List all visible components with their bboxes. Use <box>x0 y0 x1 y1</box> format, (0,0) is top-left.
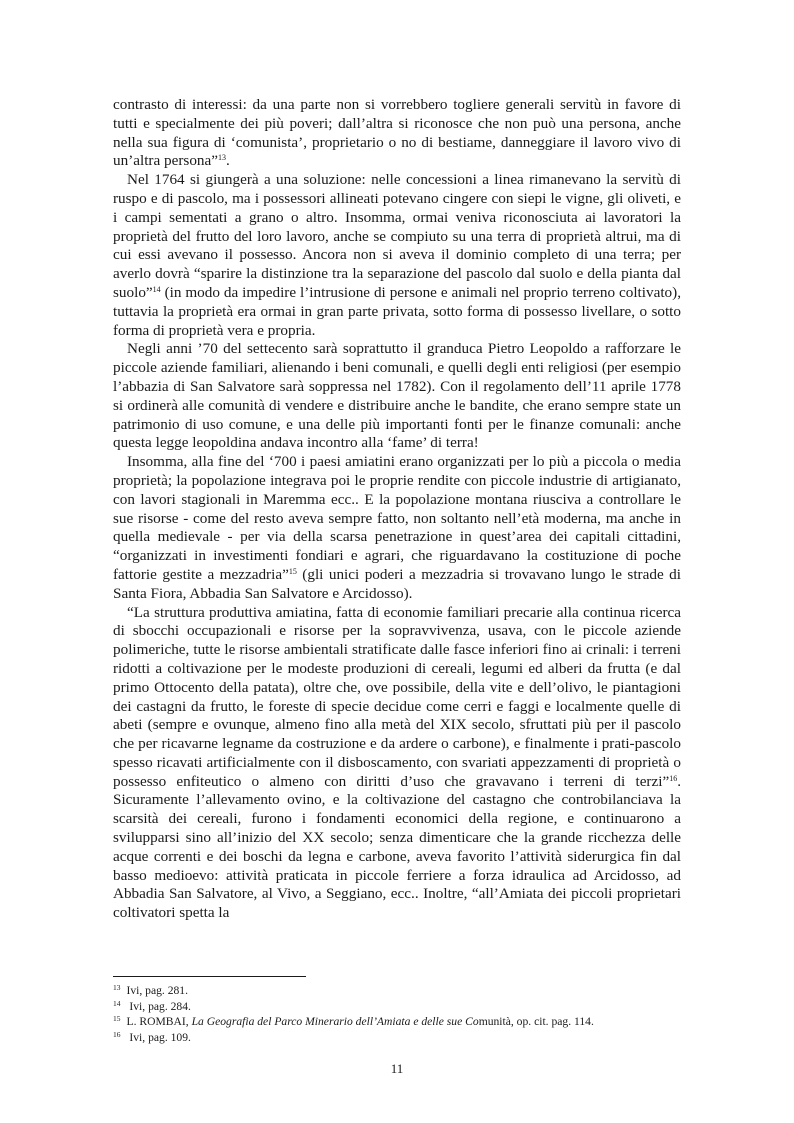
footnote-reference: 13 <box>218 153 226 163</box>
paragraph <box>113 96 681 171</box>
footnote-number: 16 <box>113 1029 121 1039</box>
footnote <box>113 1030 681 1046</box>
footnotes <box>113 983 681 1045</box>
text-run: contrasto di interessi: da una parte non si vorrebbero togliere generali servitù in favore di tutti e specialmente dei più poveri; dall’altra si riconosce che non può una persona, anche nella sua figura di ‘comunista’, proprietario o no di bestiame, danneggiare il lavoro vivo di un’altra persona” <box>113 96 681 170</box>
paragraph <box>113 453 681 603</box>
text-run: “La struttura produttiva amiatina, fatta di economie familiari precarie alla continua ricerca di sbocchi occupazionali e risorse per la sopravvivenza, usava, con le piccole aziende polimeriche, tutte le risorse ambientali stratificate dalle fasce inferiori fino ai crinali: i terreni ridotti a coltivazione per le modeste produzioni di cereali, legumi ed alberi da frutta (e dal primo Ottocento della patata), oltre che, ove possibile, della vite e dell’olivo, le piantagioni dei castagni da frutto, le foreste di specie decidue come cerri e faggi e localmente quelle di abeti (sempre e ovunque, almeno fino alla metà del XIX secolo, sfruttati più per il pascolo che per ricavarne legname da costruzione e da ardere o carbone), e finalmente i prati-pascolo spesso ricavati artificialmente con il disboscamento, con svariati appezzamenti di proprietà o possesso enfiteutico o almeno con diritti d’uso che gravavano i terreni di terzi” <box>113 603 681 790</box>
text-run: L. ROMBAI, <box>126 1015 192 1028</box>
footnote <box>113 1014 681 1030</box>
text-run: Ivi, pag. 281. <box>126 984 189 997</box>
footnote <box>113 999 681 1015</box>
footnote-number: 14 <box>113 998 121 1008</box>
text-run: munità, op. cit. pag. 114. <box>478 1015 594 1028</box>
footnote-reference: 14 <box>152 284 161 294</box>
footnote-number: 13 <box>113 983 121 992</box>
body-text <box>113 96 681 923</box>
paragraph <box>113 604 681 924</box>
paragraph <box>113 340 681 453</box>
text-run: Nel 1764 si giungerà a una soluzione: nelle concessioni a linea rimanevano la servitù di ruspo e di pascolo, ma i possessori allineati potevano cingere con siepi le vigne, gli oliveti, e i campi sementati a grano o altro. Insomma, ormai veniva riconosciuta ai lavoratori la proprietà del frutto del loro lavoro, anche se compiuto su una terra di proprietà altrui, ma di cui essi avevano il possesso. Ancora non si aveva il dominio completo di una terra; per averlo dovrà “sparire la distinzione tra la separazione del pascolo dal suolo e della pianta dal suolo” <box>113 171 681 301</box>
footnote-number: 15 <box>113 1014 121 1023</box>
text-run: (gli unici poderi a mezzadria si trovavano lungo le strade di Santa Fiora, Abbadia San Salvatore e Arcidosso). <box>113 565 681 602</box>
footnote-reference: 15 <box>288 566 297 576</box>
footnote-reference: 16 <box>669 773 678 783</box>
page-number: 11 <box>390 1061 404 1076</box>
text-run: Ivi, pag. 109. <box>126 1030 191 1044</box>
text-run: . Sicuramente l’allevamento ovino, e la coltivazione del castagno che controbilanciava la scarsità dei cereali, furono i fondamenti economici della regione, e continuarono a svilupparsi sino all’inizio del XX secolo; senza dimenticare che la grande ricchezza delle acque correnti e dei boschi da legna e carbone, aveva favorito l’attività siderurgica fin dal basso medioevo: attività praticata in piccole ferriere a forza idraulica ad Arcidosso, ad Abbadia San Salvatore, al Vivo, a Seggiano, ecc.. Inoltre, “all’Amiata dei piccoli proprietari coltivatori spetta la <box>113 772 681 922</box>
footnote <box>113 983 681 999</box>
text-run: Ivi, pag. 284. <box>126 999 191 1013</box>
text-run: . <box>226 152 230 170</box>
italic-title: La Geografia del Parco Minerario dell’Amiata e delle sue Co <box>191 1015 479 1028</box>
footnote-separator <box>113 976 306 977</box>
text-run: Insomma, alla fine del ‘700 i paesi amiatini erano organizzati per lo più a piccola o media proprietà; la popolazione integrava poi le proprie rendite con piccole industrie di artigianato, con lavori stagionali in Maremma ecc.. E la popolazione montana riusciva a controllare le sue risorse - come del resto aveva sempre fatto, non soltanto nell’età moderna, ma anche in quella medievale - per via della scarsa penetrazione in quest’area dei capitali cittadini, “organizzati in investimenti fondiari e agrari, che riguardavano la costituzione di poche fattorie gestite a mezzadria” <box>113 453 681 583</box>
text-run: Negli anni ’70 del settecento sarà soprattutto il granduca Pietro Leopoldo a rafforzare le piccole aziende familiari, alienando i beni comunali, e quelli degli enti religiosi (per esempio l’abbazia di San Salvatore sarà soppressa nel 1782). Con il regolamento dell’11 aprile 1778 si ordinerà alle comunità di vendere e distribuire anche le bandite, che erano sempre state un patrimonio di uso comune, e una delle più importanti fonti per le finanze comunali: anche questa legge leopoldina andava incontro alla ‘fame’ di terra! <box>113 340 681 452</box>
paragraph <box>113 171 681 340</box>
text-run: (in modo da impedire l’intrusione di persone e animali nel proprio terreno coltivato), tuttavia la proprietà era ormai in gran parte privata, sotto forma di possesso livellare, o sotto forma di proprietà vera e propria. <box>113 283 681 339</box>
